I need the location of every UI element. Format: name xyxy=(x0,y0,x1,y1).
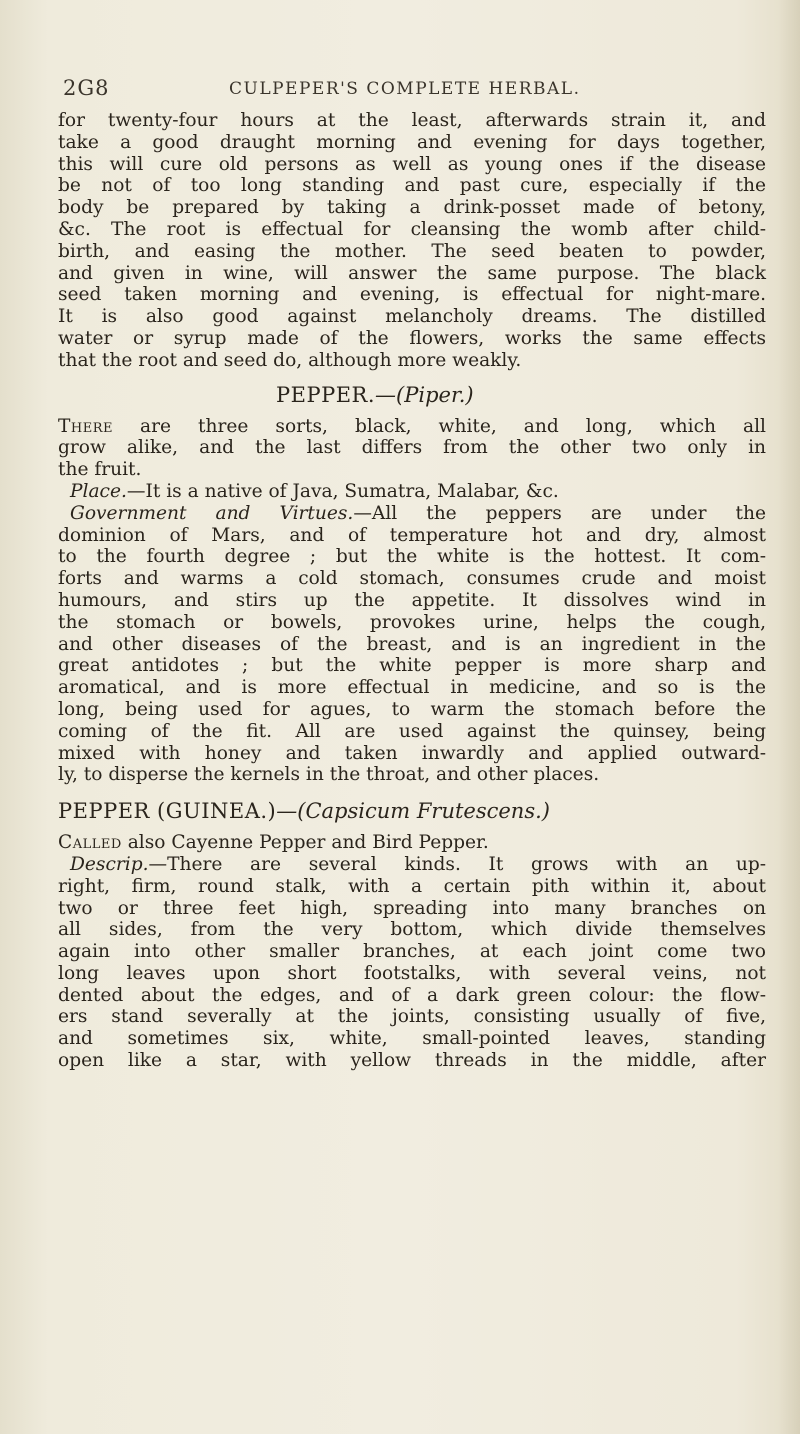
text-line: coming of the fit. All are used against the quinsey, being xyxy=(58,720,766,742)
text-line: again into other smaller branches, at each joint come two xyxy=(58,941,766,963)
text-line: the stomach or bowels, provokes urine, helps the cough, xyxy=(58,611,766,633)
text-line: be not of too long standing and past cure, especially if the xyxy=(58,175,766,197)
section-heading-pepper-guinea xyxy=(58,796,766,826)
text-line: two or three feet high, spreading into many branches on xyxy=(58,897,766,919)
text-line: Descrip.—There are several kinds. It grows with an up- xyxy=(70,853,766,875)
text-line: humours, and stirs up the appetite. It dissolves wind in xyxy=(58,589,766,611)
page-edge-shadow xyxy=(778,0,800,1434)
text-line: water or syrup made of the flowers, works the same effects xyxy=(58,327,766,349)
continuation-paragraph xyxy=(58,110,766,372)
text-line: this will cure old persons as well as young ones if the disease xyxy=(58,153,766,175)
pepper-government-paragraph xyxy=(58,503,766,786)
running-head: CULPEPER'S COMPLETE HERBAL. xyxy=(229,79,581,99)
text-line: Place.—It is a native of Java, Sumatra, Malabar, &c. xyxy=(70,480,559,502)
text-line: great antidotes ; but the white pepper is more sharp and xyxy=(58,655,766,677)
text-line: all sides, from the very bottom, which divide themselves xyxy=(58,919,766,941)
page-number: 2G8 xyxy=(63,76,110,100)
section-heading-pepper xyxy=(58,380,766,410)
text-line: and other diseases of the breast, and is an ingredient in the xyxy=(58,633,766,655)
text-line: that the root and seed do, although more weakly. xyxy=(58,349,522,371)
heading-latin-name: —(Capsicum Frutescens.) xyxy=(276,799,550,824)
guinea-description-paragraph xyxy=(58,854,766,1072)
text-line: and sometimes six, white, small-pointed leaves, standing xyxy=(58,1028,766,1050)
text-line: &c. The root is effectual for cleansing the womb after child- xyxy=(58,218,766,240)
description-label: Descrip. xyxy=(70,853,149,875)
text-line: There are three sorts, black, white, and long, which all xyxy=(58,415,766,437)
text-line: Government and Virtues.—All the peppers are under the xyxy=(70,502,766,524)
text-line: Called also Cayenne Pepper and Bird Pepper. xyxy=(58,832,489,854)
pepper-place-paragraph xyxy=(58,481,766,503)
pepper-intro-paragraph xyxy=(58,416,766,481)
text-line: long, being used for agues, to warm the stomach before the xyxy=(58,698,766,720)
text-line: birth, and easing the mother. The seed beaten to powder, xyxy=(58,240,766,262)
text-line: ly, to disperse the kernels in the throat, and other places. xyxy=(58,764,600,786)
text-line: aromatical, and is more effectual in medicine, and so is the xyxy=(58,677,766,699)
text-line: grow alike, and the last differs from the other two only in xyxy=(58,437,766,459)
page-header xyxy=(63,76,763,104)
page-body xyxy=(58,110,766,1072)
place-label: Place. xyxy=(70,480,127,502)
text-line: ers stand severally at the joints, consisting usually of five, xyxy=(58,1006,766,1028)
heading-title: PEPPER (GUINEA.) xyxy=(58,799,277,824)
heading-latin-name: —(Piper.) xyxy=(375,382,474,407)
text-line: dominion of Mars, and of temperature hot and dry, almost xyxy=(58,524,766,546)
text-line: body be prepared by taking a drink-posset made of betony, xyxy=(58,197,766,219)
government-label: Government and Virtues. xyxy=(70,502,354,524)
text-line: take a good draught morning and evening for days together, xyxy=(58,131,766,153)
text-line: It is also good against melancholy dreams. The distilled xyxy=(58,306,766,328)
text-line: long leaves upon short footstalks, with several veins, not xyxy=(58,962,766,984)
text-line: right, firm, round stalk, with a certain pith within it, about xyxy=(58,875,766,897)
lead-word: There xyxy=(58,415,114,437)
text-line: forts and warms a cold stomach, consumes crude and moist xyxy=(58,568,766,590)
guinea-called-paragraph xyxy=(58,832,766,854)
heading-title: PEPPER. xyxy=(276,382,376,407)
text-line: seed taken morning and evening, is effectual for night-mare. xyxy=(58,284,766,306)
text-line: the fruit. xyxy=(58,459,142,481)
text-line: dented about the edges, and of a dark green colour: the flow- xyxy=(58,984,766,1006)
text-line: for twenty-four hours at the least, afterwards strain it, and xyxy=(58,110,766,131)
lead-word: Called xyxy=(58,832,122,854)
text-line: mixed with honey and taken inwardly and applied outward- xyxy=(58,742,766,764)
text-line: open like a star, with yellow threads in the middle, after xyxy=(58,1050,766,1072)
text-line: to the fourth degree ; but the white is the hottest. It com- xyxy=(58,546,766,568)
text-line: and given in wine, will answer the same purpose. The black xyxy=(58,262,766,284)
